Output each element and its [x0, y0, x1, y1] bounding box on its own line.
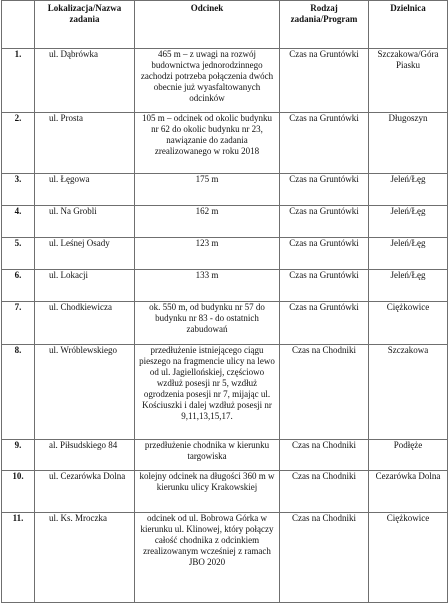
table-header-row [2, 1, 448, 49]
cell-district: Jeleń/Łęg [369, 238, 448, 270]
table-row [2, 270, 448, 302]
cell-district: Szczakowa/Góra Piasku [369, 49, 448, 113]
cell-district: Ciężkowice [369, 513, 448, 603]
cell-number: 4. [2, 206, 35, 238]
header-section: Odcinek [135, 1, 280, 49]
cell-program: Czas na Gruntówki [280, 49, 369, 113]
table-row [2, 174, 448, 206]
cell-number: 9. [2, 440, 35, 471]
table-row [2, 345, 448, 440]
cell-number: 6. [2, 270, 35, 302]
cell-section: 162 m [135, 206, 280, 238]
cell-program: Czas na Gruntówki [280, 113, 369, 174]
cell-program: Czas na Gruntówki [280, 302, 369, 345]
cell-number: 1. [2, 49, 35, 113]
cell-district: Podłęże [369, 440, 448, 471]
cell-location: ul. Leśnej Osady [35, 238, 135, 270]
cell-number: 3. [2, 174, 35, 206]
cell-section: 175 m [135, 174, 280, 206]
cell-location: ul. Lokacji [35, 270, 135, 302]
cell-section: 123 m [135, 238, 280, 270]
cell-program: Czas na Gruntówki [280, 206, 369, 238]
cell-location: ul. Cezarówka Dolna [35, 471, 135, 513]
cell-program: Czas na Chodniki [280, 345, 369, 440]
cell-district: Ciężkowice [369, 302, 448, 345]
cell-section: odcinek od ul. Bobrowa Górka w kierunku ul. Klinowej, który połączy całość chodnika z odcinkiem zrealizowanym wcześniej z ramach JBO 2020 [135, 513, 280, 603]
cell-location: ul. Na Grobli [35, 206, 135, 238]
cell-location: ul. Łęgowa [35, 174, 135, 206]
cell-number: 2. [2, 113, 35, 174]
cell-section: 133 m [135, 270, 280, 302]
cell-location: ul. Dąbrówka [35, 49, 135, 113]
cell-program: Czas na Chodniki [280, 513, 369, 603]
cell-number: 10. [2, 471, 35, 513]
cell-district: Długoszyn [369, 113, 448, 174]
cell-program: Czas na Chodniki [280, 440, 369, 471]
table-row [2, 302, 448, 345]
cell-location: ul. Chodkiewicza [35, 302, 135, 345]
cell-number: 5. [2, 238, 35, 270]
header-location: Lokalizacja/Nazwa zadania [35, 1, 135, 49]
cell-number: 7. [2, 302, 35, 345]
cell-number: 11. [2, 513, 35, 603]
cell-location: ul. Ks. Mroczka [35, 513, 135, 603]
table-row [2, 471, 448, 513]
table-row [2, 238, 448, 270]
header-number [2, 1, 35, 49]
cell-district: Jeleń/Łęg [369, 206, 448, 238]
cell-location: al. Piłsudskiego 84 [35, 440, 135, 471]
cell-district: Szczakowa [369, 345, 448, 440]
cell-district: Jeleń/Łęg [369, 270, 448, 302]
cell-location: ul. Wróblewskiego [35, 345, 135, 440]
header-program: Rodzaj zadania/Program [280, 1, 369, 49]
cell-program: Czas na Gruntówki [280, 238, 369, 270]
tasks-table [1, 0, 448, 603]
cell-program: Czas na Gruntówki [280, 174, 369, 206]
table-row [2, 513, 448, 603]
cell-section: przedłużenie istniejącego ciągu pieszego na fragmencie ulicy na lewo od ul. Jagiellońskiej, częściowo wzdłuż posesji nr 5, wzdłuż ogrodzenia posesji nr 7, mijając ul. Kościuszki i dalej wzdłuż posesji nr 9,11,13,15,17. [135, 345, 280, 440]
cell-district: Jeleń/Łęg [369, 174, 448, 206]
cell-number: 8. [2, 345, 35, 440]
cell-section: kolejny odcinek na długości 360 m w kierunku ulicy Krakowskiej [135, 471, 280, 513]
table-row [2, 113, 448, 174]
cell-program: Czas na Chodniki [280, 471, 369, 513]
cell-location: ul. Prosta [35, 113, 135, 174]
cell-section: ok. 550 m, od budynku nr 57 do budynku nr 83 - do ostatnich zabudowań [135, 302, 280, 345]
cell-section: 465 m – z uwagi na rozwój budownictwa jednorodzinnego zachodzi potrzeba połączenia dwóch obecnie już wyasfaltowanych odcinków [135, 49, 280, 113]
cell-section: przedłużenie chodnika w kierunku targowiska [135, 440, 280, 471]
cell-program: Czas na Gruntówki [280, 270, 369, 302]
table-row [2, 206, 448, 238]
header-district: Dzielnica [369, 1, 448, 49]
cell-section: 105 m – odcinek od okolic budynku nr 62 do okolic budynku nr 23, nawiązanie do zadania zrealizowanego w roku 2018 [135, 113, 280, 174]
cell-district: Cezarówka Dolna [369, 471, 448, 513]
table-row [2, 440, 448, 471]
table-row [2, 49, 448, 113]
